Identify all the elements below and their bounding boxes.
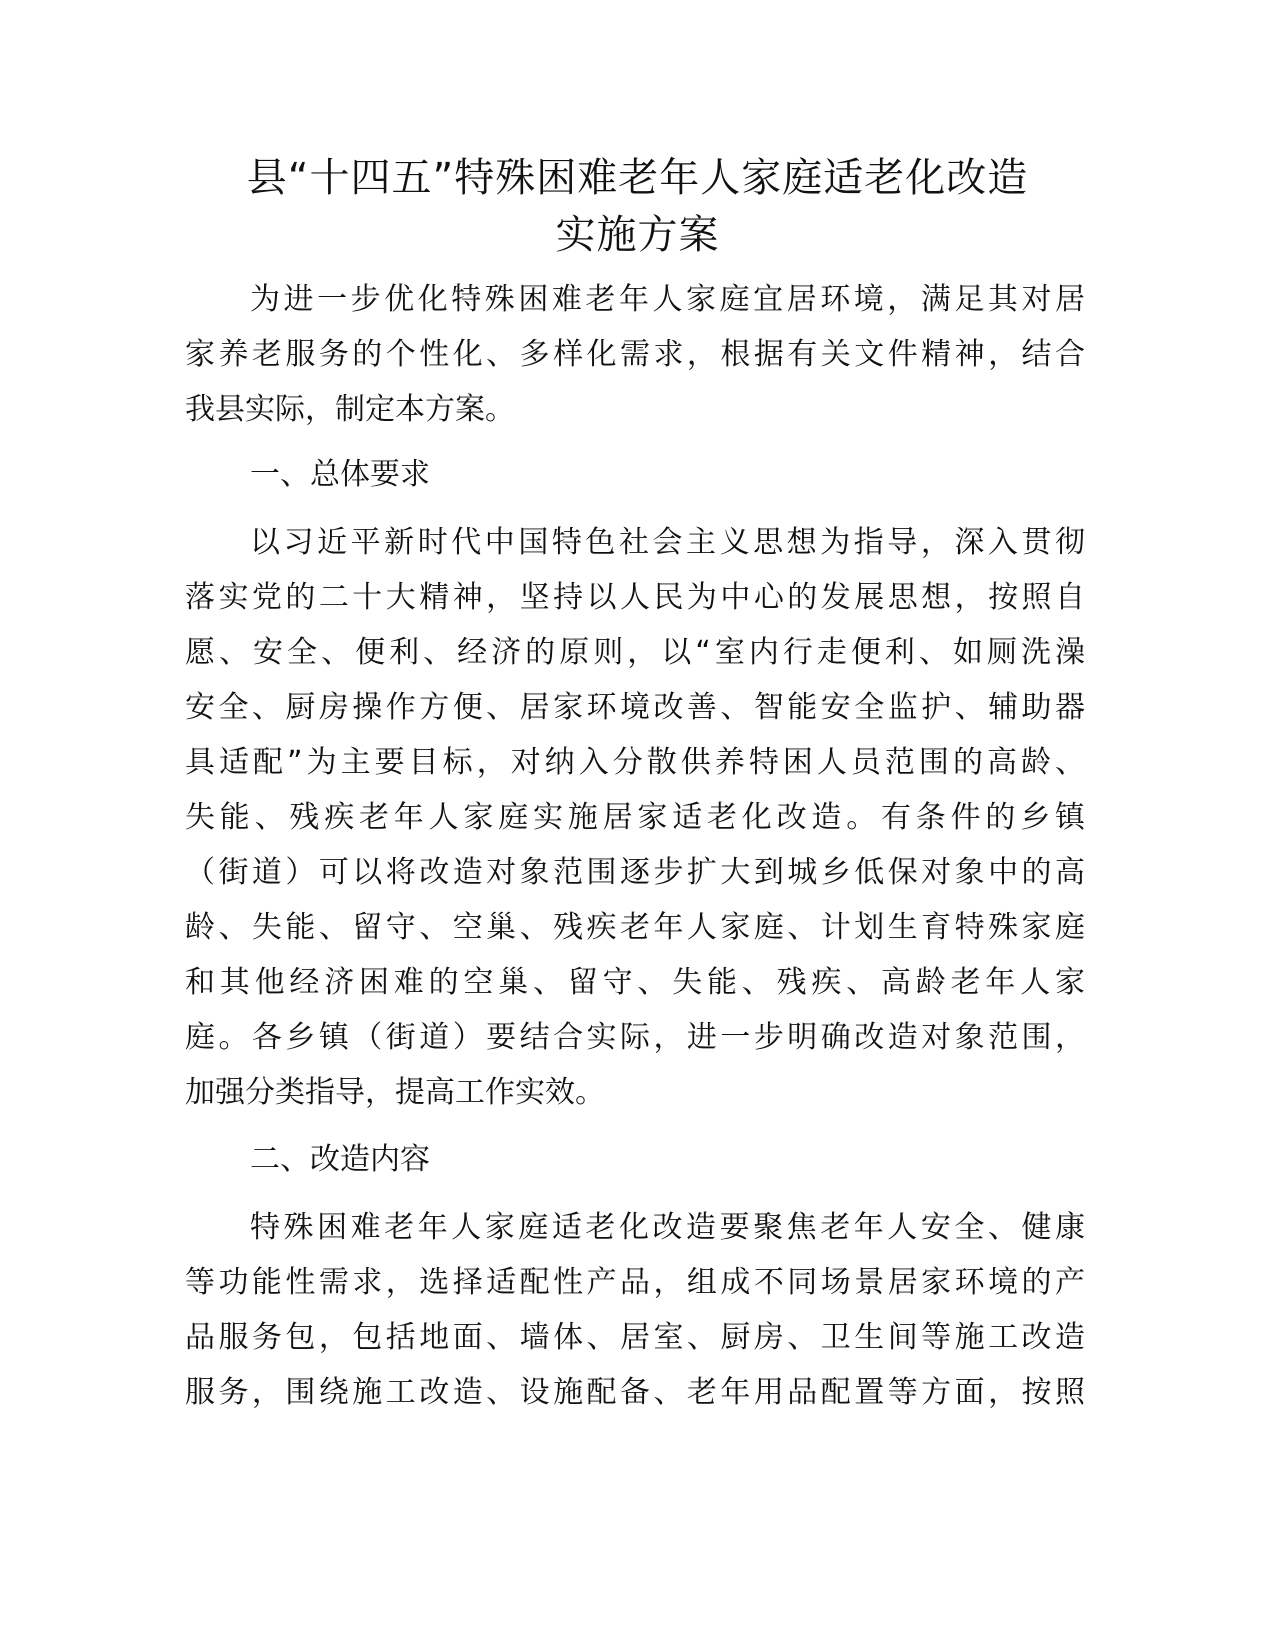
- section1-line-9: 和其他经济困难的空巢、留守、失能、残疾、高龄老年人家: [185, 965, 1085, 1000]
- section2-line-3: 品服务包，包括地面、墙体、居室、厨房、卫生间等施工改造: [185, 1320, 1085, 1355]
- section1-line-11: 加强分类指导，提高工作实效。: [185, 1075, 605, 1110]
- section2-line-4: 服务，围绕施工改造、设施配备、老年用品配置等方面，按照: [185, 1375, 1085, 1410]
- section1-heading: 一、总体要求: [250, 457, 430, 492]
- section1-line-7: （街道）可以将改造对象范围逐步扩大到城乡低保对象中的高: [185, 855, 1085, 890]
- section1-line-6: 失能、残疾老年人家庭实施居家适老化改造。有条件的乡镇: [185, 800, 1085, 835]
- section1-line-8: 龄、失能、留守、空巢、残疾老年人家庭、计划生育特殊家庭: [185, 910, 1085, 945]
- document-title-line-2: 实施方案: [555, 212, 720, 258]
- section1-line-4: 安全、厨房操作方便、居家环境改善、智能安全监护、辅助器: [185, 690, 1085, 725]
- intro-line-1: 为进一步优化特殊困难老年人家庭宜居环境，满足其对居: [250, 282, 1085, 317]
- section2-heading: 二、改造内容: [250, 1142, 430, 1177]
- section2-line-1: 特殊困难老年人家庭适老化改造要聚焦老年人安全、健康: [250, 1210, 1085, 1245]
- section1-line-3: 愿、安全、便利、经济的原则，以“室内行走便利、如厕洗澡: [185, 635, 1085, 670]
- section1-line-10: 庭。各乡镇（街道）要结合实际，进一步明确改造对象范围，: [185, 1020, 1085, 1055]
- section1-line-2: 落实党的二十大精神，坚持以人民为中心的发展思想，按照自: [185, 580, 1085, 615]
- section2-line-2: 等功能性需求，选择适配性产品，组成不同场景居家环境的产: [185, 1265, 1085, 1300]
- document-title-line-1: 县“十四五”特殊困难老年人家庭适老化改造: [246, 155, 1029, 201]
- intro-line-3: 我县实际，制定本方案。: [185, 392, 515, 427]
- section1-line-1: 以习近平新时代中国特色社会主义思想为指导，深入贯彻: [250, 525, 1085, 560]
- section1-line-5: 具适配”为主要目标，对纳入分散供养特困人员范围的高龄、: [185, 745, 1085, 780]
- intro-line-2: 家养老服务的个性化、多样化需求，根据有关文件精神，结合: [185, 337, 1085, 372]
